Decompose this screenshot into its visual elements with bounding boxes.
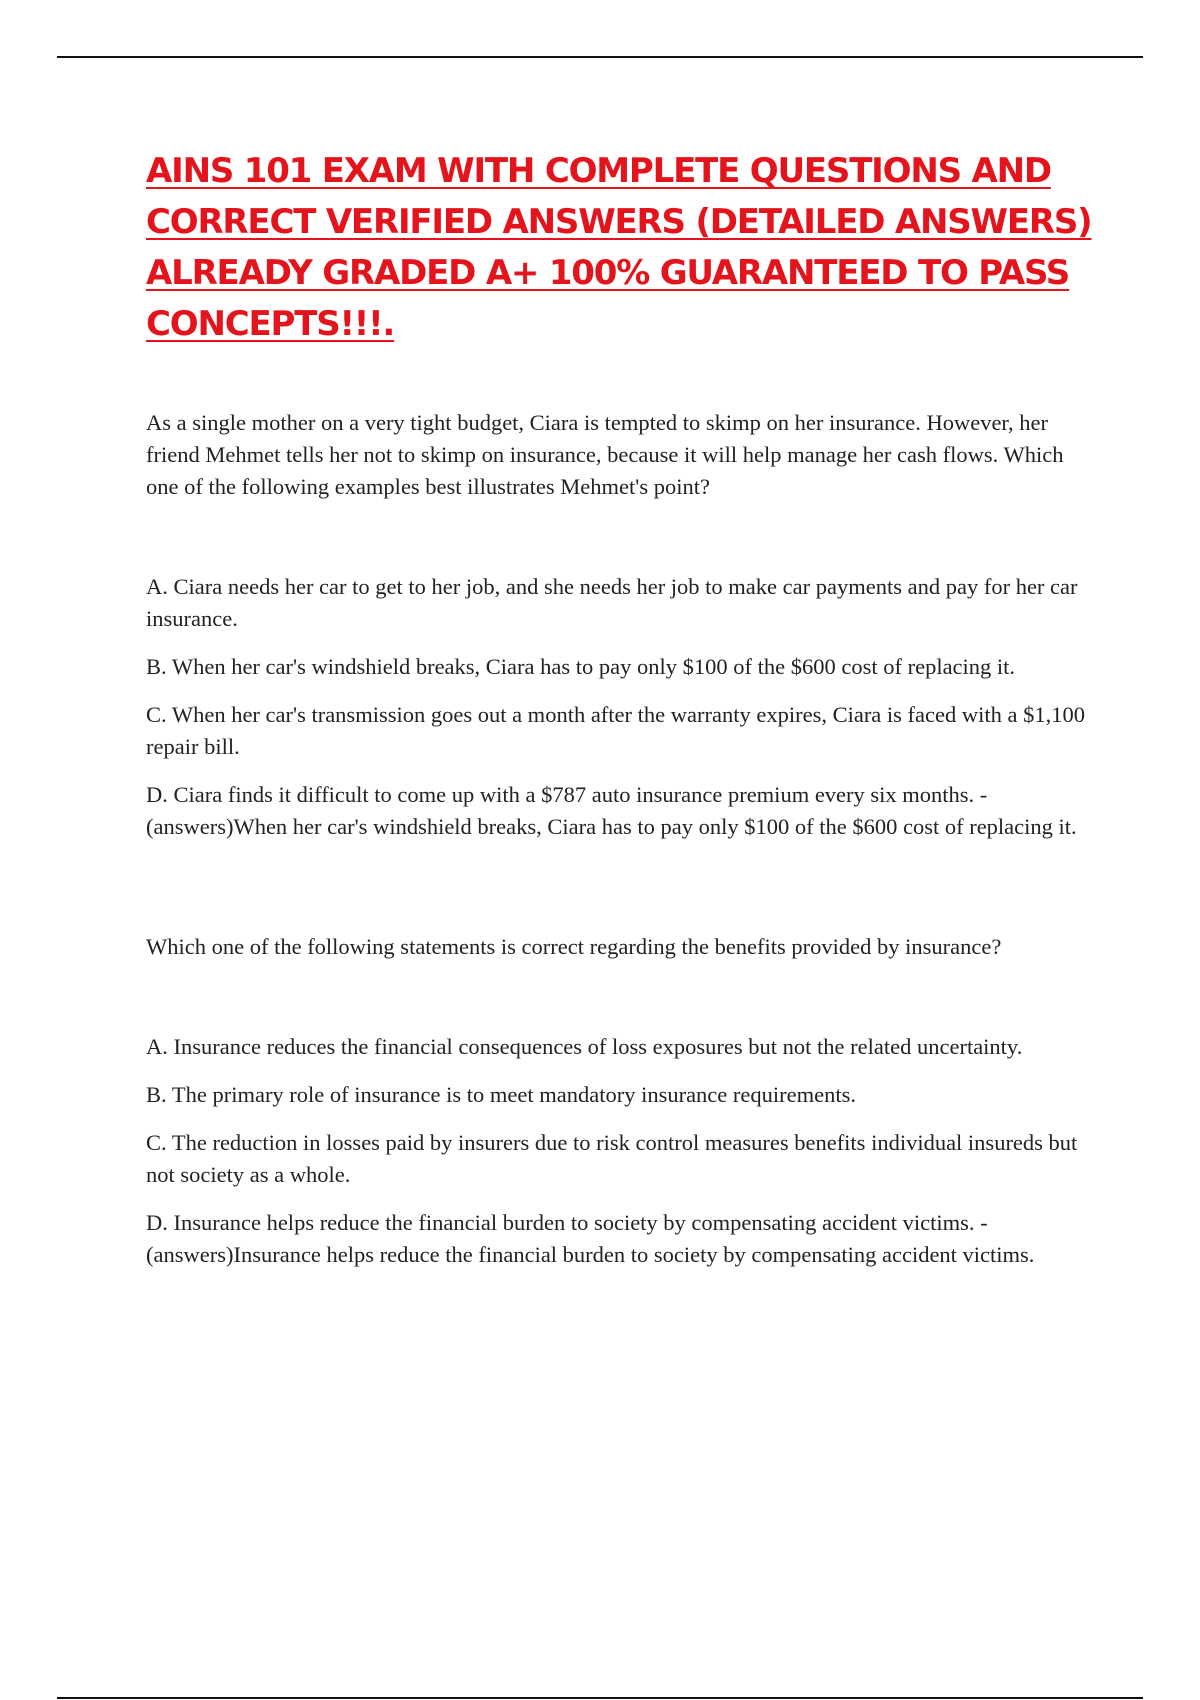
top-divider (57, 56, 1143, 58)
question-block-1 (146, 407, 1096, 843)
question-1-prompt: As a single mother on a very tight budget, Ciara is tempted to skimp on her insurance. However, her friend Mehmet tells her not to skimp on insurance, because it will help manage her cash flows. Which one of the following examples best illustrates Mehmet's point? (146, 410, 1064, 499)
question-1-options (146, 571, 1096, 843)
question-1-option-b: B. When her car's windshield breaks, Ciara has to pay only $100 of the $600 cost of replacing it. (146, 654, 1016, 679)
question-2-options (146, 1031, 1096, 1271)
question-1-option-d: D. Ciara finds it difficult to come up with a $787 auto insurance premium every six months. - (answers)When her car's windshield breaks, Ciara has to pay only $100 of the $600 cost of replacing it. (146, 782, 1077, 839)
question-block-2 (146, 931, 1096, 1271)
document-body (146, 146, 1096, 1287)
document-title: AINS 101 EXAM WITH COMPLETE QUESTIONS AND CORRECT VERIFIED ANSWERS (DETAILED ANSWERS) ALREADY GRADED A+ 100% GUARANTEED TO PASS CONCEPTS!!!. (146, 151, 1092, 344)
question-2-option-a: A. Insurance reduces the financial consequences of loss exposures but not the related uncertainty. (146, 1034, 1023, 1059)
question-2-prompt: Which one of the following statements is correct regarding the benefits provided by insurance? (146, 934, 1002, 959)
bottom-divider (57, 1697, 1143, 1699)
question-1-option-a: A. Ciara needs her car to get to her job, and she needs her job to make car payments and pay for her car insurance. (146, 574, 1078, 631)
question-2-option-c: C. The reduction in losses paid by insurers due to risk control measures benefits individual insureds but not society as a whole. (146, 1130, 1078, 1187)
question-2-option-b: B. The primary role of insurance is to meet mandatory insurance requirements. (146, 1082, 856, 1107)
question-1-option-c: C. When her car's transmission goes out a month after the warranty expires, Ciara is faced with a $1,100 repair bill. (146, 702, 1085, 759)
question-2-option-d: D. Insurance helps reduce the financial burden to society by compensating accident victims. - (answers)Insurance helps reduce the financial burden to society by compensating accident victims. (146, 1210, 1035, 1267)
